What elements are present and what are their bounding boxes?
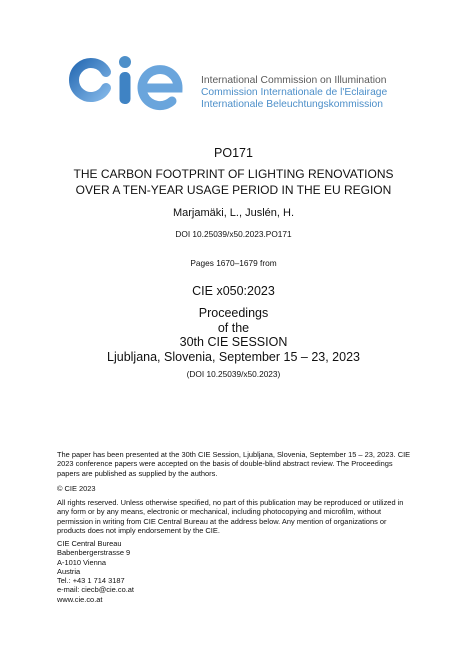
copyright: © CIE 2023	[57, 484, 96, 493]
address-line: Babenbergerstrasse 9	[57, 548, 131, 558]
address-line: CIE Central Bureau	[57, 539, 122, 548]
org-name-fr: Commission Internationale de l'Eclairage	[201, 87, 388, 98]
address-line: Tel.: +43 1 714 3187	[57, 576, 125, 586]
proceedings-doi: (DOI 10.25039/x50.2023)	[186, 369, 281, 379]
cie-logo	[68, 50, 188, 120]
organization-names	[201, 75, 387, 111]
paper-title-line1: THE CARBON FOOTPRINT OF LIGHTING RENOVATIONS	[73, 167, 394, 181]
proceedings-line2: of the	[217, 320, 250, 335]
paper-code: PO171	[214, 146, 253, 160]
paper-title-line2: OVER A TEN-YEAR USAGE PERIOD IN THE EU REGION	[75, 183, 392, 197]
paper-pages: Pages 1670–1679 from	[190, 258, 277, 268]
address-block	[57, 539, 417, 604]
website-link[interactable]: www.cie.co.at	[57, 594, 103, 604]
email-link[interactable]: e-mail: ciecb@cie.co.at	[57, 585, 134, 595]
paper-authors: Marjamäki, L., Juslén, H.	[172, 207, 295, 219]
proceedings-line4: Ljubljana, Slovenia, September 15 – 23, 2023	[107, 349, 360, 364]
proceedings-line1: Proceedings	[198, 306, 269, 320]
proceedings-series: CIE x050:2023	[192, 284, 275, 298]
presentation-note: The paper has been presented at the 30th CIE Session, Ljubljana, Slovenia, September 15 – 23, 2023. CIE 2023 conference papers were accepted on the basis of double-blind abstract review. The Proceedings papers are published as supplied by the authors.	[57, 450, 411, 478]
org-name-de: Internationale Beleuchtungskommission	[201, 99, 384, 110]
address-line: A-1010 Vienna	[57, 557, 107, 567]
org-name-en: International Commission on Illumination	[201, 75, 387, 86]
paper-title	[0, 166, 467, 198]
proceedings-block	[0, 306, 467, 364]
paper-doi: DOI 10.25039/x50.2023.PO171	[175, 229, 292, 239]
address-line: Austria	[57, 566, 81, 576]
proceedings-line3: 30th CIE SESSION	[179, 335, 288, 350]
rights-statement: All rights reserved. Unless otherwise specified, no part of this publication may be reproduced or utilized in any form or by any means, electronic or mechanical, including photocopying and microfilm, without permission in writing from CIE Central Bureau at the address below. Any mention of organizations or products does not imply endorsement by the CIE.	[57, 498, 404, 535]
